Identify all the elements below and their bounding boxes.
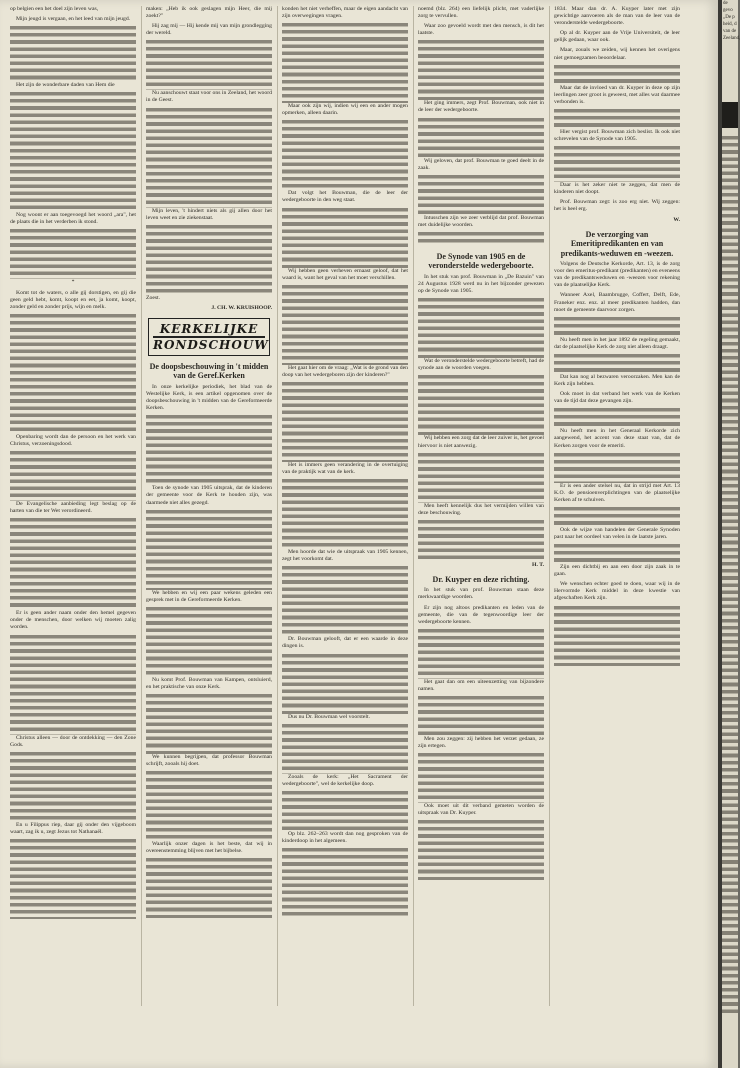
column-5: [554, 6, 680, 1006]
text-block: [554, 544, 680, 564]
paragraph: Hier vergist prof. Bouwman zich beslist. Ik ook niet schrevelen van de Synode van 1905.: [554, 128, 680, 143]
signature: W.: [673, 216, 680, 223]
paragraph: De Evangelische aanbieding legt beslag op de harten van die ter Wet verordineerd.: [10, 501, 136, 515]
paragraph: We hebben en wij een paar wekens geleden een gesprek met in de Gereformeerde Kerken.: [146, 589, 272, 603]
paragraph: Intusschen zijn we zeer verblijd dat prof. Bouwman met duidelijke woorden.: [418, 214, 544, 228]
paragraph: Nu heeft men in het jaar 1892 de regeling gemaakt, dat de plaatselijke Kerk de zorg niet alleen draagt.: [554, 336, 680, 350]
strip-line: Zeeland,: [723, 36, 740, 41]
rubric-line-2: RONDSCHOUW: [153, 337, 269, 352]
article-headline: De doopsbeschouwing in 't midden van de Geref.Kerken: [149, 361, 269, 381]
column-rule: [413, 6, 414, 1006]
paragraph: Nog woont er aan toegevoegd het woord „ara", het de plaats die in het verderben ik stond.: [10, 212, 136, 226]
text-block: [418, 629, 544, 679]
text-block: [418, 40, 544, 100]
text-block: [146, 607, 272, 677]
paragraph: 1834. Maar dan dr. A. Kuyper later met zijn gewichtige aanvoeren als de man van de leer van de veronderstelde wedergeboorte.: [554, 6, 680, 27]
paragraph: Dat volgt het Bouwman, die de leer der wedergeboorte in den weg staat.: [282, 190, 408, 204]
text-block: [418, 118, 544, 158]
text-block: [418, 753, 544, 803]
text-block: [10, 92, 136, 212]
text-block: [146, 225, 272, 295]
text-block: [10, 752, 136, 822]
paragraph: noemd (blz. 264) een liefelijk plicht, met vaderlijke zorg te vervullen.: [418, 6, 544, 20]
text-block: [10, 451, 136, 501]
paragraph: Het gaat hier om de vraag: „Wat is de grond van den doop van het wedergeboren zijn der kinderen?": [282, 364, 408, 378]
paragraph: Waar zoo gevoeld wordt met den mensch, is dit het laatste.: [418, 23, 544, 37]
paragraph: Wij hebben geen verheven ernaast geloof, dat het waard is, want het geval van het moet verschillen.: [282, 267, 408, 281]
text-block: [418, 820, 544, 880]
paragraph: Daar is het zeker niet te zeggen, dat men de kinderen niet doopt.: [554, 182, 680, 196]
column-3: [282, 6, 408, 1006]
paragraph: Prof. Bouwman zegt: is zoo erg niet. Wij zeggen: het is heel erg.: [554, 199, 680, 213]
text-block: [282, 479, 408, 549]
paragraph: Ook moet uit dit verband gemeten worden de uitspraak van Dr. Kuyper.: [418, 803, 544, 817]
paragraph: op belgien een het doel zijn leven was,: [10, 6, 99, 12]
text-block: [146, 40, 272, 90]
paragraph: Christus alleen — door de ontdekking — den Zone Gods.: [10, 734, 136, 748]
text-block: [418, 696, 544, 736]
paragraph: Nu aanschouwt staat voor ons in Zeeland, het woord in de Geest.: [146, 90, 272, 104]
text-block: [282, 23, 408, 103]
article-headline: Dr. Kuyper en deze richting.: [432, 574, 530, 584]
text-block: [554, 146, 680, 182]
paragraph: Wat de veronderstelde wedergeboorte betreft, had de synode aan de woorden voegen.: [418, 358, 544, 372]
text-block: [146, 510, 272, 590]
article-headline: De Synode van 1905 en de veronderstelde wedergeboorte.: [428, 251, 534, 271]
text-block: [554, 65, 680, 85]
text-block: [418, 453, 544, 503]
paragraph: Men heeft kennelijk dus het vermijden willen van deze beschouwing.: [418, 502, 544, 516]
text-block: [418, 520, 544, 560]
paragraph: Waarlijk onzer dagen is het beste, dat wij in overeenstemming blijven met het bijbelse.: [146, 841, 272, 855]
text-block: [146, 108, 272, 208]
paragraph: We wenschen echter goed te doen, waar wij in de Hervormde Kerk middel in deze kwestie van afgeschaften Kerk zijn.: [554, 581, 680, 602]
text-block: [282, 654, 408, 714]
text-block: [554, 453, 680, 483]
text-block: [282, 382, 408, 462]
paragraph: In onze kerkelijke periodiek, het blad van de Westelijke Kerk, is een artikel opgenomen over de doopsbeschouwing in 't midden van de Gereformeerde Kerken.: [146, 383, 272, 412]
paragraph: Mijn jeugd is vergaan, en het leed van mijn jeugd.: [16, 16, 131, 23]
paragraph: Het ging immers, zegt Prof. Bouwman, ook niet in de leer der wedergeboorte.: [418, 100, 544, 114]
paragraph: In het stuk van prof. Bouwman staan deze merkwaardige woorden.: [418, 587, 544, 601]
paragraph: Men hoorde dat wie de uitspraak van 1905 kennen, zegt het voorkomt dat.: [282, 549, 408, 563]
paragraph: Wij hebben een zorg dat de leer zuiver is, het gevoel hiervoor is niet aanwezig.: [418, 435, 544, 449]
paragraph: Het zijn de wonderbare daden van Hem die: [16, 82, 115, 89]
paragraph: Nu komt Prof. Bouwman van Kampen, ontsluierd, en het praktische van onze Kerk.: [146, 676, 272, 690]
text-block: [554, 606, 680, 666]
paragraph: Maar ook zijn wij, indien wij een en ander mogen opmerken, alleen daarin.: [282, 103, 408, 117]
adjacent-page-strip: [722, 0, 738, 1068]
paragraph: Op al dr. Kuyper aan de Vrije Universiteit, de leer gelijk gedaan, waar ook.: [554, 30, 680, 44]
text-block: [282, 791, 408, 831]
signature: J. CH. W. KRUISHOOP.: [211, 304, 272, 311]
text-block: [418, 298, 544, 358]
paragraph: Ook moet in dat verband het werk van de Kerken van de tijd dat deze gevangen zijn.: [554, 391, 680, 405]
adjacent-page-text: [722, 0, 738, 42]
column-rule: [549, 6, 550, 1006]
text-block: [554, 408, 680, 428]
paragraph: Men zou zeggen: zij hebben het verzet gedaan, ze zijn ertegen.: [418, 736, 544, 750]
text-block: [10, 314, 136, 434]
text-block: [554, 109, 680, 129]
text-block: [282, 208, 408, 268]
text-block: [10, 26, 136, 82]
rubric-banner: [148, 318, 270, 356]
paragraph: Zijn een dichtbij en aan een door zijn zaak in te gaan.: [554, 564, 680, 578]
paragraph: Volgens de Deutsche Kerkorde, Art. 13, is de zorg voor den emeritus-predikant (predikanten) en eveneens van de predikantsweduwen en -weezen voor rekening van de plaatselijke Kerk.: [554, 261, 680, 289]
column-1: [10, 6, 136, 1006]
text-block: [418, 232, 544, 246]
paragraph: Toen de synode van 1905 uitsprak, dat de kinderen der gemeente voor de Kerk te houden zijn, was daarmede niet alles gezegd.: [146, 485, 272, 506]
text-block: [554, 507, 680, 527]
paragraph: Er is geen ander naam onder den hemel gegeven onder de menschen, door welken wij moeten zalig worden.: [10, 610, 136, 631]
column-2: [146, 6, 272, 1006]
strip-line: heid, d: [723, 22, 737, 27]
paragraph: Op blz. 262–263 wordt dan nog gesproken van de kinderdoop in het algemeen.: [282, 830, 408, 844]
paragraph: Dus nu Dr. Bouwman wel voorstelt.: [288, 713, 370, 720]
paragraph: In het stuk van prof. Bouwman in „De Bazuin" van 24 Augustus 1928 werd nu in het bijzonder gewezen op de Synode van 1905.: [418, 273, 544, 295]
divider-mark: *: [71, 279, 75, 286]
text-block: [282, 120, 408, 190]
paragraph: Er zijn nog altoos predikanten en leden van de gemeente, die van de tegenwoordige leer der wedergeboorte kennen.: [418, 604, 544, 625]
text-block: [146, 415, 272, 485]
paragraph: Mijn leven, 't hindert niets als gij allen door het leven weet en zie ziekenstaat.: [146, 207, 272, 221]
text-block: [282, 724, 408, 774]
paragraph: Dr. Bouwman gelooft, dat er een waarde in deze dingen is.: [282, 636, 408, 650]
column-rule: [141, 6, 142, 1006]
paragraph: Het gaat dan om een uiteenzetting van bijzondere namen.: [418, 678, 544, 692]
sign-place: Zoest.: [146, 294, 161, 301]
paragraph: Wanneer Axel, Baambrugge, Coffert, Delft, Ede, Franeker enz. enz. al meer predikanten hadden, dan moet de gemeente daarvoor zorgen.: [554, 292, 680, 313]
column-rule: [277, 6, 278, 1006]
strip-line: „De p: [723, 15, 735, 20]
paragraph: Ook de wijze van handelen der Generale Synoden past naar het oordeel van velen in de laatste jaren.: [554, 526, 680, 540]
text-block: [554, 354, 680, 374]
paragraph: We kunnen begrijpen, dat professor Bouwman schrijft, zooals hij doet.: [146, 753, 272, 768]
rubric-line-1: KERKELIJKE: [153, 322, 265, 337]
text-block: [146, 858, 272, 918]
article-headline: De verzorging van Emeritipredikanten en van predikants-weduwen en -weezen.: [560, 229, 674, 258]
text-block: [10, 518, 136, 610]
text-block: [282, 848, 408, 918]
strip-line: de gevo: [723, 1, 733, 13]
paragraph: Zooals de kerk: „Het Sacrament der wedergeboorte", wel de kerkelijke doop.: [282, 773, 408, 787]
text-block: [10, 229, 136, 279]
text-block: [554, 317, 680, 337]
paragraph: Openbaring wordt dan de persoon en het werk van Christus, verzoeningsdood.: [10, 433, 136, 447]
strip-text-block: [722, 136, 738, 1016]
paragraph: En u Filippus riep, daar gij onder den vijgeboom waart, zag ik u, zegt Jezus tot Nathanaël.: [10, 821, 136, 835]
paragraph: Maar dat de invloed van dr. Kuyper in deze op zijn leerlingen zeer groot is geweest, met alles wat daarmee verbonden is.: [554, 84, 680, 105]
paragraph: Het is immers geen verandering in de overtuiging van de praktijk wat van de kerk.: [282, 461, 408, 476]
paragraph: Nu heeft men in het Generaal Kerkorde zich aangewend, het accent van deze staat van, dat de Kerken zorgen voor de emeriti.: [554, 428, 680, 449]
paragraph: Komt tot de waters, o alle gij dorstigen, en gij die geen geld hebt, komt, koopt en eet, ja komt, koopt, zonder geld en zonder prijs, wijn en melk.: [10, 289, 136, 310]
text-block: [282, 285, 408, 365]
paragraph: Wij geloven, dat prof. Bouwman te goed deelt in de zaak.: [418, 157, 544, 171]
paragraph: Dat kan nog al bezwaren veroorzaken. Men kan de Kerk zijn hebben.: [554, 373, 680, 388]
text-block: [10, 635, 136, 735]
paragraph: Hij zag mij — Hij kende mij van mijn grondlegging der wereld.: [146, 23, 272, 37]
text-block: [10, 839, 136, 919]
column-4: [418, 6, 544, 1006]
text-block: [282, 566, 408, 636]
text-block: [418, 375, 544, 435]
paragraph: konden het niet verheffen, maar de eigen aandacht van zijn overwegingen vragen.: [282, 6, 408, 20]
signature: H. T.: [532, 561, 544, 568]
text-block: [418, 175, 544, 215]
text-block: [146, 694, 272, 754]
paragraph: Er is een ander stelsel nu, dat in strijd met Art. 13 K.O. de pensioenverplichtingen van de plaatselijke Kerken af te schuiven.: [554, 482, 680, 503]
paragraph: Maar, zouals we zeiden, wij kennen het overigens niet gemoegzamen beoordelaar.: [554, 47, 680, 61]
text-block: [146, 771, 272, 841]
strip-line: van de: [723, 29, 737, 34]
strip-rubric-block: [722, 102, 738, 128]
paragraph: maken: „Heb ik ook geslagen mijn Heer, die mij zoekt?": [146, 6, 272, 20]
